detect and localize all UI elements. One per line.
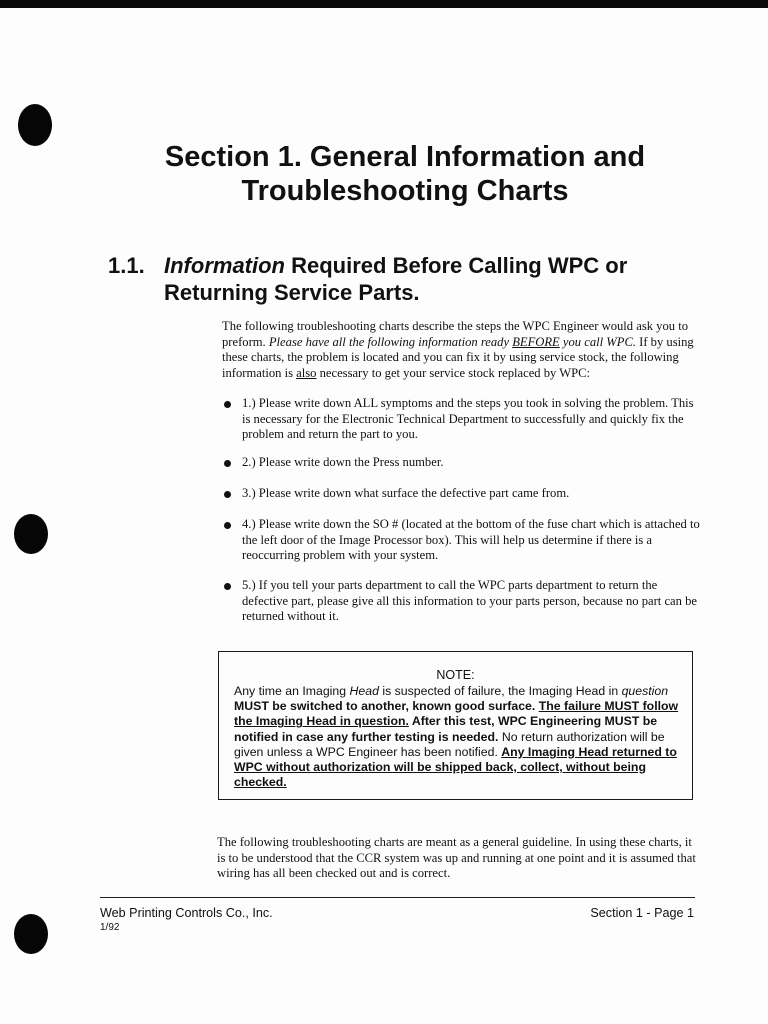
bullet-icon [224, 583, 231, 590]
list-item-text: 3.) Please write down what surface the defective part came from. [242, 486, 570, 500]
note-bold-2: After this test, WPC Engineering MUST be notified in case any further testing is needed. [234, 714, 658, 744]
bullet-icon [224, 460, 231, 467]
footer-date: 1/92 [100, 922, 120, 933]
intro-paragraph [222, 319, 706, 381]
intro-underlined-also: also [296, 365, 317, 380]
intro-text-2: If by using these charts, the problem is located and you can fix it by using service stock, the following information is [222, 334, 694, 380]
subsection-title-italic: Information [164, 253, 285, 278]
subsection-heading [108, 252, 708, 306]
subsection-title-line2: Returning Service Parts. [164, 280, 420, 305]
intro-italic-1: Please have all the following information ready [268, 334, 513, 349]
note-bold-underlined-2: Any Imaging Head returned to WPC without authorization will be shipped back, collect, without being checked. [234, 744, 677, 790]
intro-underlined-before: BEFORE [512, 334, 560, 349]
note-text-2: is suspected of failure, the Imaging Head in [378, 684, 622, 698]
binder-hole-top [18, 104, 52, 146]
section-title-line2: Troubleshooting Charts [241, 175, 569, 207]
list-item [222, 578, 702, 625]
note-text-3: No return authorization will be given unless a WPC Engineer has been notified. [234, 729, 665, 759]
note-bold-underlined-1: The failure MUST follow the Imaging Head in question. [234, 699, 679, 729]
bullet-icon [224, 522, 231, 529]
note-heading: NOTE: [436, 668, 475, 682]
footer-divider [100, 897, 695, 898]
list-item-text: 1.) Please write down ALL symptoms and the steps you took in solving the problem. This is necessary for the Electronic Technical Department to successfully and quickly fix the problem and return the part to you. [242, 396, 694, 441]
note-bold-1: MUST be switched to another, known good surface. [234, 699, 539, 714]
subsection-number: 1.1. [108, 253, 145, 278]
list-item [222, 455, 702, 471]
note-body [234, 684, 684, 790]
footer-company: Web Printing Controls Co., Inc. [100, 906, 273, 920]
list-item-text: 5.) If you tell your parts department to call the WPC parts department to return the defective part, please give all this information to your parts person, because no part can be returned without it. [242, 578, 697, 623]
note-text-1: Any time an Imaging [234, 684, 350, 698]
bullet-icon [224, 401, 231, 408]
list-item-text: 4.) Please write down the SO # (located at the bottom of the fuse chart which is attached to the left door of the Image Processor box). This will help us determine if there is a reoccurring problem with your system. [242, 517, 700, 562]
section-title-line1: Section 1. General Information and [164, 141, 646, 173]
list-item [222, 396, 702, 443]
note-italic-1: Head [349, 684, 379, 698]
bullet-icon [224, 491, 231, 498]
intro-italic-2: you call WPC. [559, 334, 636, 349]
top-scan-bar [0, 0, 768, 8]
list-item-text: 2.) Please write down the Press number. [242, 455, 444, 469]
intro-text-3: necessary to get your service stock replaced by WPC: [316, 365, 591, 380]
binder-hole-bottom [14, 914, 48, 954]
subsection-title-line1: Required Before Calling WPC or [285, 253, 628, 278]
note-italic-2: question [621, 684, 669, 698]
footer-page-number: Section 1 - Page 1 [590, 906, 694, 920]
binder-hole-middle [14, 514, 48, 554]
intro-text-1: The following troubleshooting charts describe the steps the WPC Engineer would ask you to preform. [222, 319, 688, 349]
subsection-title [164, 252, 708, 306]
list-item [222, 517, 702, 564]
list-item [222, 486, 702, 502]
closing-paragraph: The following troubleshooting charts are meant as a general guideline. In using these charts, it is to be understood that the CCR system was up and running at one point and it is assumed that wiring has all been checked out and is correct. [217, 835, 696, 880]
note-box [218, 651, 693, 800]
section-title [100, 140, 710, 208]
